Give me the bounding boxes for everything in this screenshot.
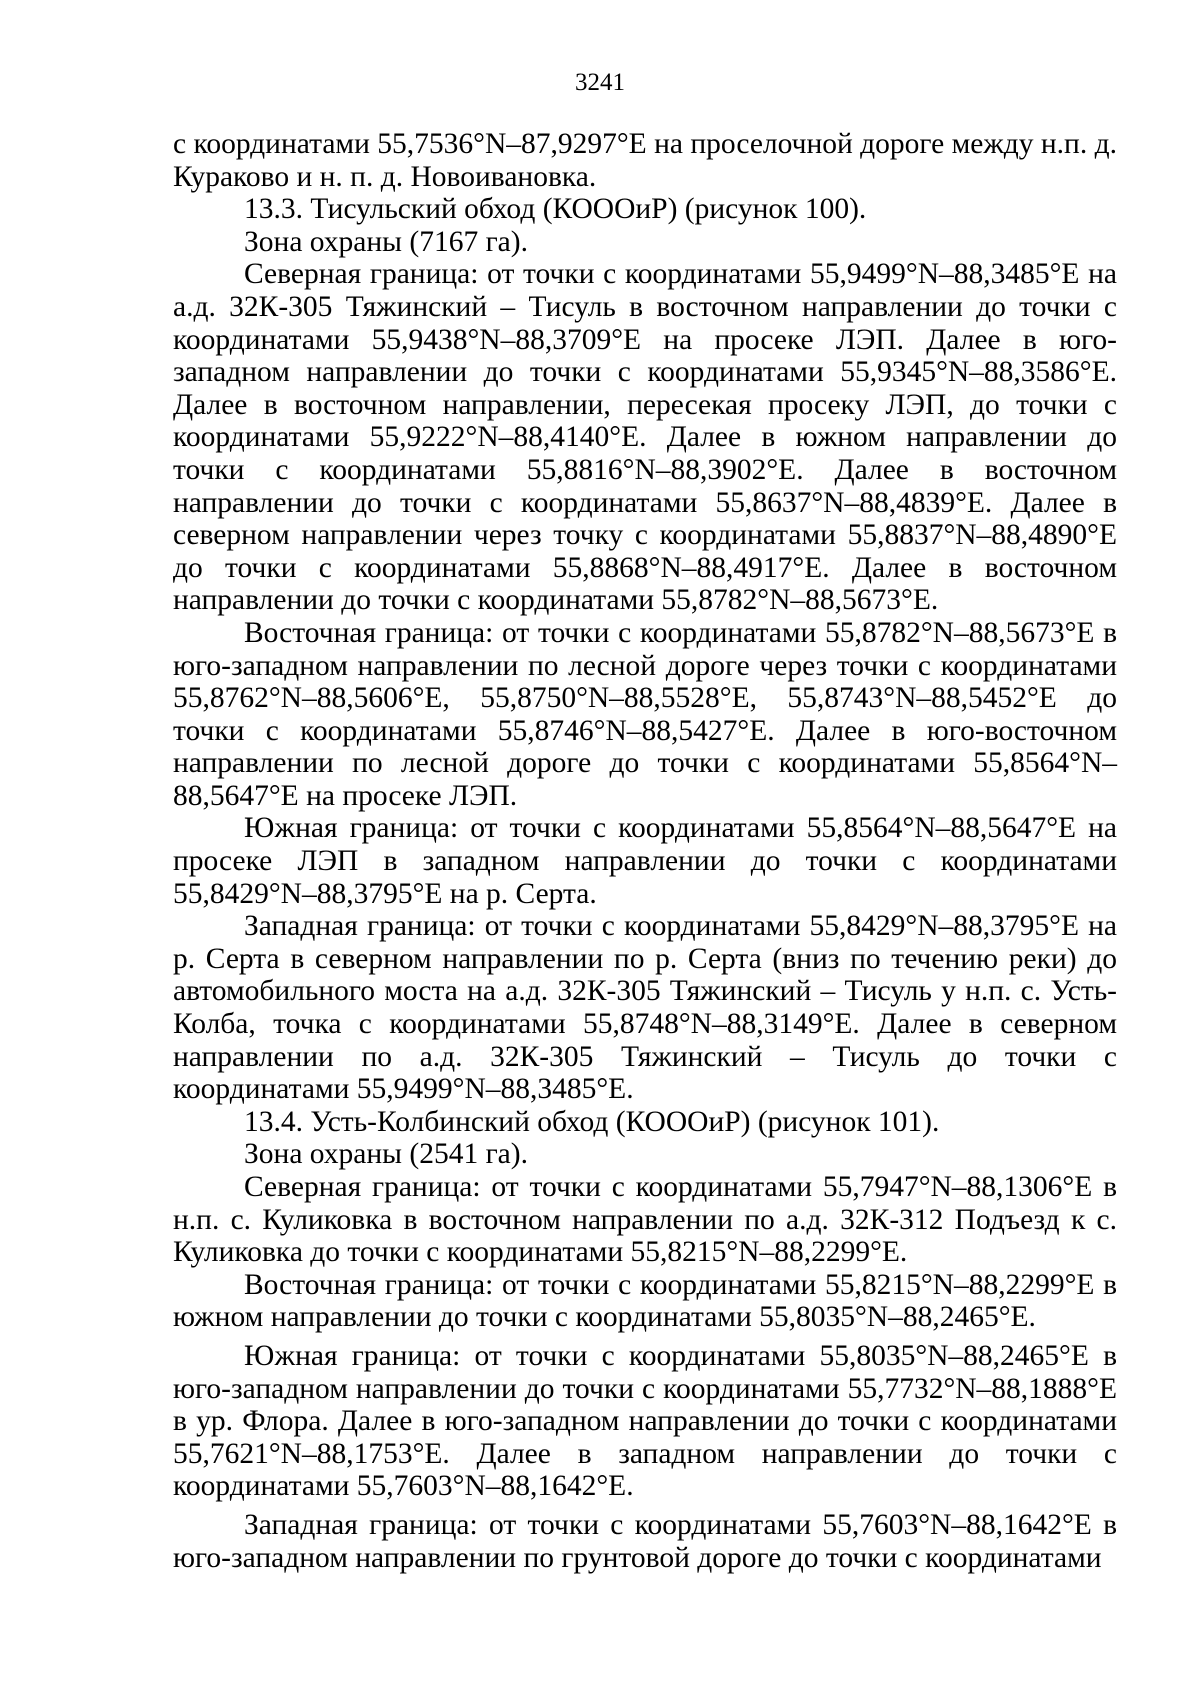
page-number: 3241	[575, 69, 625, 96]
southern-border-paragraph: Южная граница: от точки с координатами 55,8564°N–88,5647°E на просеке ЛЭП в западном направлении до точки с координатами 55,8429°N–88,3795°E на р. Серта.	[173, 812, 1117, 910]
protection-zone-area: Зона охраны (7167 га).	[244, 225, 528, 258]
document-body	[173, 128, 1117, 1574]
section-heading-13-4: 13.4. Усть-Колбинский обход (КОООиР) (рисунок 101).	[244, 1105, 940, 1138]
protection-zone-area: Зона охраны (2541 га).	[244, 1138, 528, 1171]
section-heading-13-3: 13.3. Тисульский обход (КОООиР) (рисунок 100).	[244, 193, 867, 226]
paragraph-continuation: с координатами 55,7536°N–87,9297°E на проселочной дороге между н.п. д. Кураково и н. п. д. Новоивановка.	[173, 128, 1117, 193]
eastern-border-paragraph: Восточная граница: от точки с координатами 55,8215°N–88,2299°E в южном направлении до точки с координатами 55,8035°N–88,2465°E.	[173, 1268, 1117, 1334]
western-border-paragraph: Западная граница: от точки с координатами 55,8429°N–88,3795°E на р. Серта в северном направлении по р. Серта (вниз по течению реки) до автомобильного моста на а.д. 32К-305 Тяжинский – Тисуль у н.п. с. Усть-Колба, точка с координатами 55,8748°N–88,3149°E. Далее в северном направлении по а.д. 32К-305 Тяжинский – Тисуль до точки с координатами 55,9499°N–88,3485°E.	[173, 910, 1117, 1106]
northern-border-paragraph: Северная граница: от точки с координатами 55,7947°N–88,1306°E в н.п. с. Куликовка в восточном направлении по а.д. 32К-312 Подъезд к с. Куликовка до точки с координатами 55,8215°N–88,2299°E.	[173, 1171, 1117, 1269]
eastern-border-paragraph: Восточная граница: от точки с координатами 55,8782°N–88,5673°E в юго-западном направлении по лесной дороге через точки с координатами 55,8762°N–88,5606°E, 55,8750°N–88,5528°E, 55,8743°N–88,5452°E до точки с координатами 55,8746°N–88,5427°E. Далее в юго-восточном направлении по лесной дороге до точки с координатами 55,8564°N–88,5647°E на просеке ЛЭП.	[173, 616, 1117, 812]
northern-border-paragraph: Северная граница: от точки с координатами 55,9499°N–88,3485°E на а.д. 32К-305 Тяжинский – Тисуль в восточном направлении до точки с координатами 55,9438°N–88,3709°E на просеке ЛЭП. Далее в юго-западном направлении до точки с координатами 55,9345°N–88,3586°E. Далее в восточном направлении, пересекая просеку ЛЭП, до точки с координатами 55,9222°N–88,4140°E. Далее в южном направлении до точки с координатами 55,8816°N–88,3902°E. Далее в восточном направлении до точки с координатами 55,8637°N–88,4839°E. Далее в северном направлении через точку с координатами 55,8837°N–88,4890°E до точки с координатами 55,8868°N–88,4917°E. Далее в восточном направлении до точки с координатами 55,8782°N–88,5673°E.	[173, 258, 1117, 617]
western-border-paragraph: Западная граница: от точки с координатами 55,7603°N–88,1642°E в юго-западном направлении по грунтовой дороге до точки с координатами	[173, 1508, 1117, 1574]
southern-border-paragraph: Южная граница: от точки с координатами 55,8035°N–88,2465°E в юго-западном направлении до точки с координатами 55,7732°N–88,1888°E в ур. Флора. Далее в юго-западном направлении до точки с координатами 55,7621°N–88,1753°E. Далее в западном направлении до точки с координатами 55,7603°N–88,1642°E.	[173, 1339, 1117, 1503]
